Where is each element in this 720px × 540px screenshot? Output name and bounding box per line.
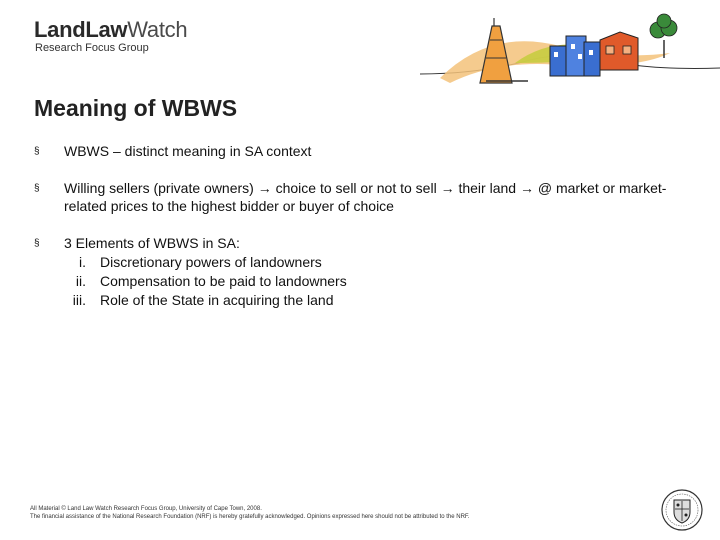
logo-word-watch: Watch — [127, 17, 188, 42]
bullet-item — [34, 179, 674, 215]
sub-item — [64, 291, 674, 310]
bullet-list — [34, 142, 674, 329]
logo-wordmark — [34, 17, 187, 43]
bullet-marker: § — [34, 146, 40, 157]
footer-copyright: All Material © Land Law Watch Research Focus Group, University of Cape Town, 2008. — [30, 506, 262, 512]
bullet-item — [34, 142, 674, 160]
sub-item-text: Role of the State in acquiring the land — [100, 292, 334, 308]
tree-icon — [650, 14, 677, 58]
sub-item-number: ii. — [75, 273, 86, 289]
logo-word-land: Land — [34, 17, 86, 42]
bullet-text: WBWS – distinct meaning in SA context — [64, 143, 312, 159]
university-seal-icon — [660, 486, 704, 534]
bullet-marker: § — [34, 183, 40, 194]
sub-item — [64, 272, 674, 291]
logo-subtitle: Research Focus Group — [35, 42, 149, 54]
sub-item-number: i. — [79, 254, 86, 270]
sub-item — [64, 253, 674, 272]
sub-item-text: Compensation to be paid to landowners — [100, 273, 347, 289]
bullet-text: Willing sellers (private owners) → choice to sell or not to sell → their land → @ market or market-related prices to the highest bidder or buyer of choice — [64, 180, 667, 214]
sub-item-number: iii. — [72, 292, 86, 308]
slide-title: Meaning of WBWS — [34, 95, 238, 121]
buildings-icon — [550, 36, 600, 76]
logo-word-law: Law — [85, 17, 128, 42]
bullet-text: 3 Elements of WBWS in SA: — [64, 235, 240, 251]
house-icon — [600, 32, 638, 70]
footer — [30, 505, 640, 521]
header-illustration — [420, 8, 720, 103]
footer-acknowledgement: The financial assistance of the National Research Foundation (NRF) is hereby gratefully acknowledged. Opinions expressed here should not be attributed to the NRF. — [30, 514, 470, 520]
bullet-marker: § — [34, 238, 40, 249]
header — [0, 0, 720, 100]
sub-list — [64, 253, 674, 310]
bullet-item — [34, 234, 674, 310]
sub-item-text: Discretionary powers of landowners — [100, 254, 322, 270]
